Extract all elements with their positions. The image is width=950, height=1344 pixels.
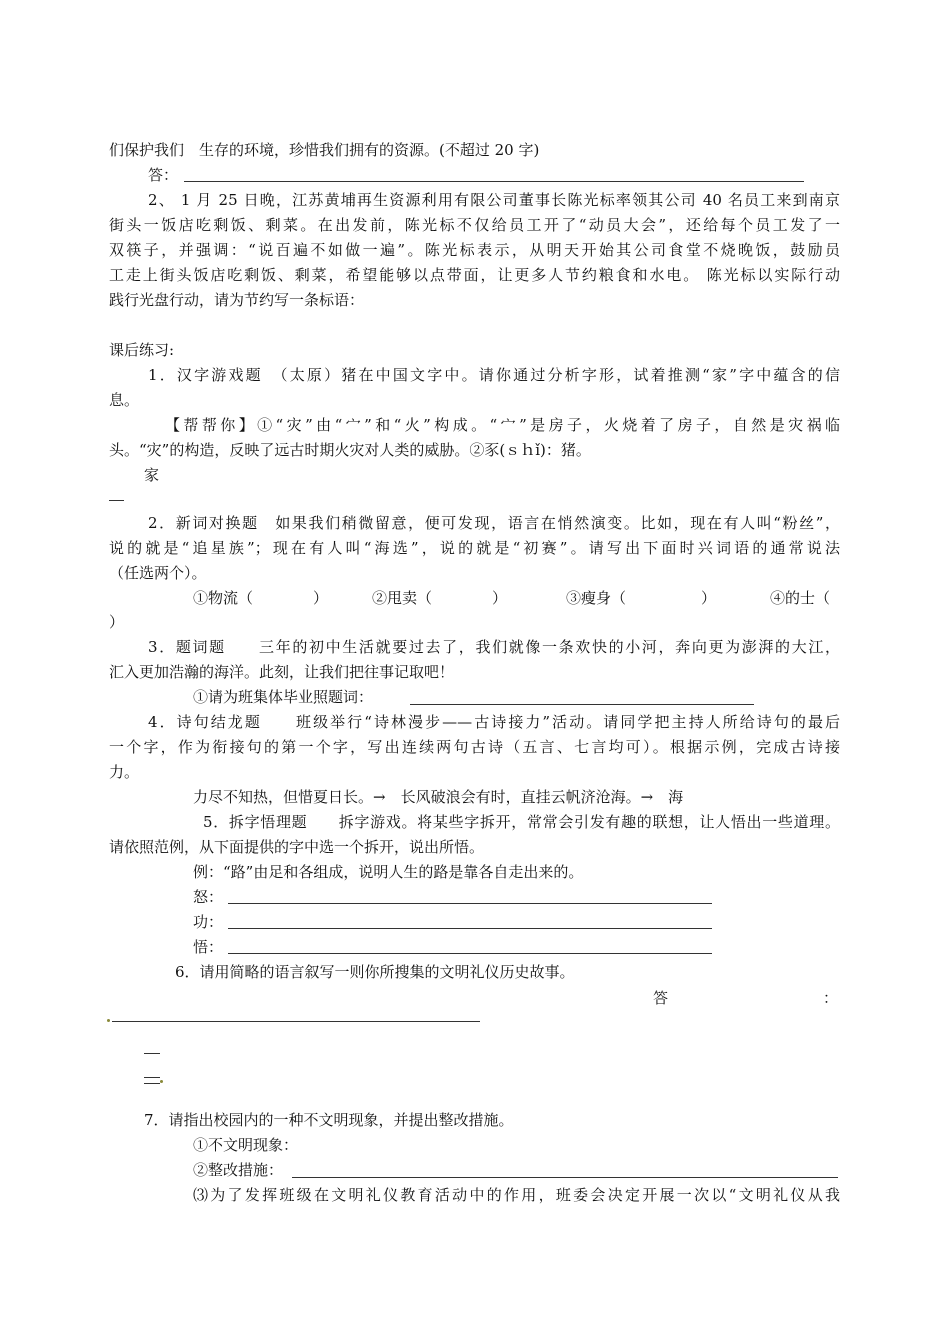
q4-chain: 力尽不知热，但惜夏日长。→ 长风破浪会有时，直挂云帆济沧海。→ 海	[193, 788, 684, 806]
q2-item-2: ②甩卖（ ）	[372, 589, 508, 607]
section-title: 课后练习:	[109, 341, 175, 359]
q2-item-3: ③瘦身（ ）	[566, 589, 717, 607]
q3-prompt: ①请为班集体毕业照题词：	[193, 688, 374, 706]
q2-line1: 2．新词对换题 如果我们稍微留意，便可发现，语言在悄然演变。比如，现在有人叫“粉丝”，	[148, 514, 840, 532]
q5-line1: 5．拆字悟理题 拆字游戏。将某些字拆开，常常会引发有趣的联想，让人悟出一些道理。	[203, 813, 840, 831]
q6-blank-3[interactable]	[144, 1083, 160, 1084]
q7-line1: 7．请指出校园内的一种不文明现象，并提出整改措施。	[144, 1111, 514, 1129]
q6-answer-line[interactable]	[112, 1021, 480, 1022]
q5-answer-line-1[interactable]	[228, 903, 712, 904]
q7-sub1: ①不文明现象：	[193, 1136, 299, 1154]
q5-example: 例：“路”由足和各组成，说明人生的路是靠各自走出来的。	[193, 863, 584, 881]
bullet-mark	[107, 1019, 110, 1022]
q1-hint1: 【帮帮你】①“灾”由“宀”和“火”构成。“宀”是房子，火烧着了房子，自然是灾祸临	[165, 416, 840, 434]
q2-item-4: ④的士（	[770, 589, 831, 607]
q5-answer-line-3[interactable]	[228, 953, 712, 954]
q3-line1: 3．题词题 三年的初中生活就要过去了，我们就像一条欢快的小河，奔向更为澎湃的大江，	[148, 638, 840, 656]
q1-line2: 息。	[109, 391, 140, 409]
q5-char-1: 怒：	[193, 888, 224, 906]
bullet-mark	[160, 1080, 163, 1083]
q6-line1: 6．请用简略的语言叙写一则你所搜集的文明礼仪历史故事。	[175, 963, 575, 981]
q2-tail: ）	[109, 613, 125, 631]
q1-hint2: 头。“灾”的构造，反映了远古时期火灾对人类的威胁。②豕(ｓｈǐ)：猪。	[109, 441, 591, 459]
q7-sub3: ⑶为了发挥班级在文明礼仪教育活动中的作用，班委会决定开展一次以“文明礼仪从我	[193, 1186, 840, 1204]
q3-line2: 汇入更加浩瀚的海洋。此刻，让我们把往事记取吧！	[109, 663, 455, 681]
q5-char-3: 悟：	[193, 938, 224, 956]
q5-char-2: 功：	[193, 913, 224, 931]
q6-blank-2[interactable]	[144, 1077, 160, 1078]
q2-item-1: ①物流（ ）	[193, 589, 329, 607]
q2top-line2: 街头一饭店吃剩饭、剩菜。在出发前，陈光标不仅给员工开了“动员大会”，还给每个员工发了一	[109, 216, 840, 234]
answer-line[interactable]	[184, 181, 804, 182]
q2top-line4: 工走上街头饭店吃剩饭、剩菜，希望能够以点带面，让更多人节约粮食和水电。 陈光标以实际行动	[109, 266, 840, 284]
q6-blank-1[interactable]	[144, 1053, 160, 1054]
q4-line3: 力。	[109, 763, 140, 781]
q1-answer-line[interactable]	[109, 500, 124, 501]
q4-line2: 一个字，作为衔接句的第一个字，写出连续两句古诗（五言、七言均可）。根据示例，完成古诗接	[109, 738, 840, 756]
q2-line2: 说的就是“追星族”；现在有人叫“海选”，说的就是“初赛”。请写出下面时兴词语的通常说法	[109, 539, 840, 557]
q7-sub2: ②整改措施：	[193, 1161, 284, 1179]
q4-line1: 4．诗句结龙题 班级举行“诗林漫步——古诗接力”活动。请同学把主持人所给诗句的最后	[148, 713, 840, 731]
q1-char: 家	[144, 466, 160, 484]
intro-line: 们保护我们 生存的环境，珍惜我们拥有的资源。(不超过 20 字)	[109, 141, 540, 159]
q7-answer-line[interactable]	[292, 1177, 838, 1178]
q6-answer-label: 答	[653, 989, 669, 1007]
q2-line3: （任选两个）。	[109, 564, 207, 582]
q2top-line3: 双筷子，并强调：“说百遍不如做一遍”。陈光标表示，从明天开始其公司食堂不烧晚饭，鼓励员	[109, 241, 840, 259]
q3-answer-line[interactable]	[410, 704, 754, 705]
q5-line2: 请依照范例，从下面提供的字中选一个拆开，说出所悟。	[109, 838, 485, 856]
q2top-line5: 践行光盘行动，请为节约写一条标语：	[109, 291, 365, 309]
q2top-line1: 2、 1 月 25 日晚，江苏黄埔再生资源利用有限公司董事长陈光标率领其公司 40 名员工来到南京	[148, 191, 840, 209]
answer-label: 答：	[148, 166, 179, 184]
q1-line1: 1．汉字游戏题 （太原）猪在中国文字中。请你通过分析字形，试着推测“家”字中蕴含的信	[148, 366, 840, 384]
q6-answer-colon: ：	[823, 989, 839, 1007]
q5-answer-line-2[interactable]	[228, 928, 712, 929]
